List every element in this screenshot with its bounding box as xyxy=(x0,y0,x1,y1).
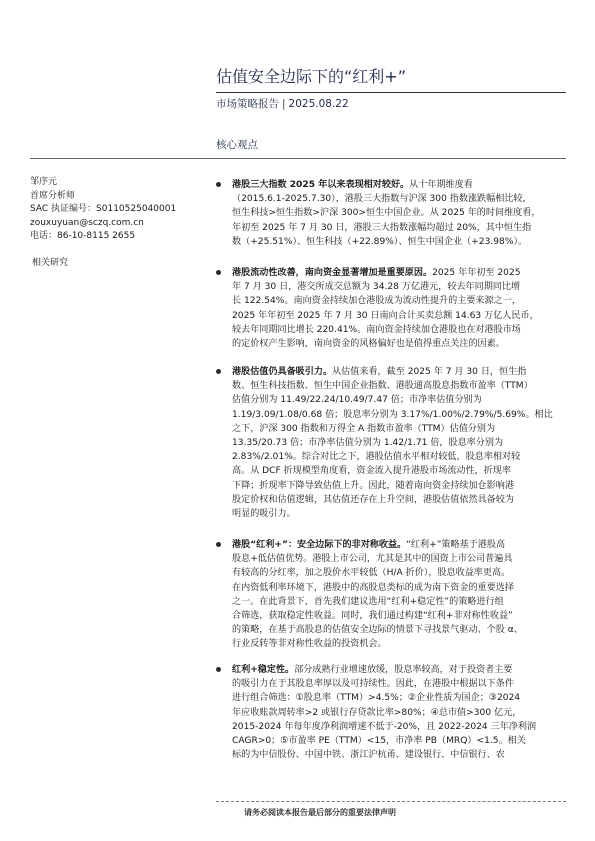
bullet-heading: 红利+稳定性。 xyxy=(232,665,295,675)
related-research-label: 相关研究 xyxy=(32,257,69,268)
bullet-line xyxy=(232,178,566,192)
bullet-line: 2.83%/2.01%。综合对比之下，港股估值水平相对较低，股息率相对较 xyxy=(232,452,521,463)
bullet-dot-icon xyxy=(216,667,221,672)
bullet-line: 明显的吸引力。 xyxy=(232,509,296,520)
bullet-text: “红利+”策略基于港股高 xyxy=(406,540,506,550)
bullet-line: 年应收账款周转率>2 或银行存贷款比率>80%；④总市值>300 亿元， xyxy=(232,707,522,718)
bullet-item xyxy=(216,663,566,763)
bullet-line xyxy=(232,266,566,280)
bullet-line: 股息+低估值优势。港股上市公司，尤其是其中的国资上市公司普遍具 xyxy=(232,554,513,565)
bullet-line: 13.35/20.73 倍；市净率估值分别为 1.42/1.71 倍，股息率分别为 xyxy=(232,438,504,449)
bullet-line: （2015.6.1-2025.7.30），港股三大指数与沪深 300 指数涨跌幅相比较， xyxy=(232,194,532,205)
bullet-line: 长 122.54%。南向资金持续加仓港股成为流动性提升的主要来源之一， xyxy=(232,296,521,307)
bullet-heading: 港股三大指数 2025 年以来表现相对较好。 xyxy=(232,180,410,190)
subtitle-separator: | xyxy=(282,98,286,110)
bullet-dot-icon xyxy=(216,369,221,374)
analyst-sidebar xyxy=(30,176,190,271)
core-views-body xyxy=(216,178,566,763)
footer-disclaimer: 请务必阅读本报告最后部分的重要法律声明 xyxy=(244,808,396,817)
bullet-line xyxy=(232,538,566,552)
bullet-text: 部分成熟行业增速放缓，股息率较高，对于投资者主要 xyxy=(294,665,513,675)
bullet-item xyxy=(216,365,566,538)
bullet-line: 数（+25.51%）、恒生科技（+22.89%）、恒生中国企业（+23.98%）。 xyxy=(232,236,528,247)
bullet-line: 之下，沪深 300 指数和万得全 A 指数市盈率（TTM）估值分别为 xyxy=(232,423,496,434)
bullet-dot-icon xyxy=(216,270,221,275)
analyst-name: 邹序元 xyxy=(30,177,58,187)
report-title: 估值安全边际下的“红利+” xyxy=(216,67,406,86)
bullet-item xyxy=(216,538,566,663)
bullet-line: 高。从 DCF 折现模型角度看，资金流入提升港股市场流动性，折现率 xyxy=(232,466,511,477)
bullet-line: 的定价权产生影响，南向资金的风格偏好也是值得重点关注的因素。 xyxy=(232,339,505,350)
bullet-line: 标的为中信股份、中国中铁、浙江沪杭甬、建设银行、中信银行、农 xyxy=(232,750,505,761)
bullet-line: 2025 年年初至 2025 年 7 月 30 日南向合计买卖总额 14.63 万亿人民币， xyxy=(232,310,539,321)
analyst-sac: SAC 执证编号：S0110525040001 xyxy=(30,204,177,215)
bullet-line: 1.19/3.09/1.08/0.68 倍；股息率分别为 3.17%/1.00%/2.79%/5.69%。相比 xyxy=(232,409,553,420)
bullet-line: 股定价权和估值逻辑，其估值还存在上升空间，港股估值依然具备较为 xyxy=(232,494,514,505)
bullet-item xyxy=(216,266,566,365)
bullet-line: 2015-2024 年每年度净利润增速不低于-20%，且 2022-2024 三年净利润 xyxy=(232,721,537,732)
bullet-line: 在内资低利率环境下，港股中的高股息类标的成为南下资金的重要选择 xyxy=(232,582,514,593)
bullet-line: 有较高的分红率，加之股价水平较低（H/A 折价），股息收益率更高。 xyxy=(232,568,511,579)
bullet-item xyxy=(216,178,566,266)
bullet-heading: 港股“红利+”：安全边际下的非对称收益。 xyxy=(232,540,407,550)
footer-divider xyxy=(216,801,566,802)
bullet-text: 2025 年年初至 2025 xyxy=(432,268,521,278)
analyst-email[interactable]: zouxuyuan@sczq.com.cn xyxy=(30,217,144,228)
bullet-line: 数、恒生科技指数、恒生中国企业指数、港股通高股息指数市盈率（TTM） xyxy=(232,381,533,392)
bullet-line: 估值分别为 11.49/22.24/10.49/7.47 倍；市净率估值分别为 xyxy=(232,395,482,406)
bullet-line: 恒生科技>恒生指数>沪深 300>恒生中国企业。从 2025 年的时间维度看， xyxy=(232,208,541,219)
bullet-text: 从十年期维度看 xyxy=(409,180,473,190)
bullet-text: 从估值来看，截至 2025 年 7 月 30 日，恒生指 xyxy=(332,367,527,377)
bullet-line: 年初至 2025 年 7 月 30 日，港股三大指数涨幅均超过 20%，其中恒生指 xyxy=(232,222,532,233)
bullet-line: 较去年同期同比增长 220.41%。南向资金持续加仓港股也在对港股市场 xyxy=(232,324,521,335)
title-divider xyxy=(216,92,566,93)
bullet-dot-icon xyxy=(216,182,221,187)
bullet-dot-icon xyxy=(216,542,221,547)
section-divider xyxy=(30,158,566,159)
bullet-line: 下降；折现率下降导致估值上升。因此，随着南向资金持续加仓影响港 xyxy=(232,480,514,491)
bullet-line xyxy=(232,663,566,677)
bullet-line: CAGR>0；⑤市盈率 PE（TTM）<15，市净率 PB（MRQ）<1.5。相关 xyxy=(232,736,526,747)
report-type: 市场策略报告 xyxy=(216,98,279,110)
bullet-line: 行业反转等非对称性收益的投资机会。 xyxy=(232,639,387,650)
bullet-line: 的吸引力在于其股息率厚以及可持续性。因此，在港股中根据以下条件 xyxy=(232,679,514,690)
analyst-phone: 电话：86-10-8115 2655 xyxy=(30,231,136,242)
section-title: 核心观点 xyxy=(216,139,258,151)
bullet-heading: 港股流动性改善，南向资金显著增加是重要原因。 xyxy=(232,268,433,278)
bullet-heading: 港股估值仍具备吸引力。 xyxy=(232,367,333,377)
analyst-role: 首席分析师 xyxy=(30,190,76,201)
report-subtitle xyxy=(216,96,349,111)
bullet-line: 的策略，在基于高股息的估值安全边际的情景下寻找景气驱动、个股 α、 xyxy=(232,625,523,636)
bullet-line: 合筛选，获取稳定性收益。同时，我们通过构建“红利+非对称性收益” xyxy=(232,611,513,622)
report-date: 2025.08.22 xyxy=(288,98,349,110)
bullet-line: 年 7 月 30 日，港交所成交总额为 34.28 万亿港元，较去年同期同比增 xyxy=(232,282,521,293)
bullet-line xyxy=(232,365,566,379)
bullet-line: 进行组合筛选：①股息率（TTM）>4.5%；②企业性质为国企；③2024 xyxy=(232,693,521,704)
bullet-line: 之一。在此背景下，首先我们建议选用“红利+稳定性”的策略进行组 xyxy=(232,596,504,607)
